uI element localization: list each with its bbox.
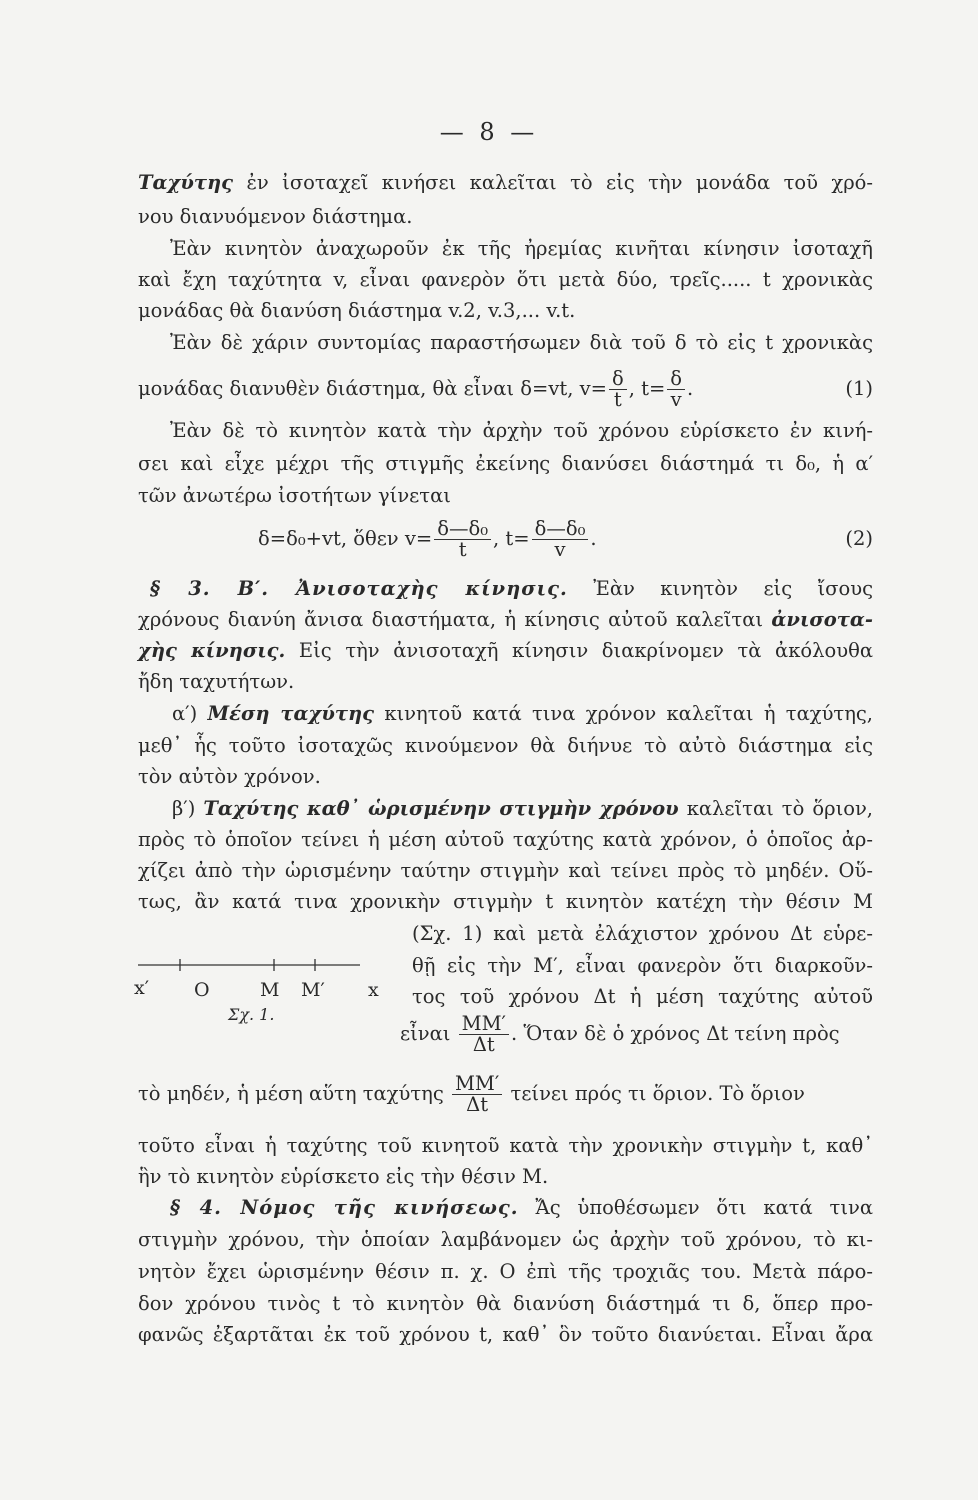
text-line: ἣν τὸ κινητὸν εὑρίσκετο εἰς τὴν θέσιν Μ. [138,1165,549,1188]
figure-1 [134,955,398,1035]
text-line: σει καὶ εἶχε μέχρι τῆς στιγμῆς ἐκείνης διανύσει διάστημά τι δ₀, ἡ α′ [138,452,873,475]
text-line: τως, ἂν κατά τινα χρονικὴν στιγμὴν t κινητὸν κατέχη τὴν θέσιν Μ [138,890,873,913]
text-line [170,1195,873,1221]
axis-line [138,955,388,975]
text-line [172,701,873,727]
text-line: φανῶς ἐξαρτᾶται ἐκ τοῦ χρόνου t, καθ᾽ ὃν τοῦτο διανύεται. Εἶναι ἄρα [138,1323,873,1346]
fraction [667,369,685,410]
label-o: O [194,979,210,1001]
text-span: καλεῖται τὸ ὅριον, [686,797,874,820]
text-span: , t= [493,527,530,550]
text-span: χρόνους διανύη ἄνισα διαστήματα, ἡ κίνησις αὐτοῦ καλεῖται [138,608,764,631]
text-span: . [687,377,694,400]
text-span: εἶναι [400,1022,451,1045]
text-line: (Σχ. 1) καὶ μετὰ ἐλάχιστον χρόνου Δt εὑρε- [412,922,873,945]
label-m-prime: M′ [301,979,325,1001]
denominator: Δt [466,1093,489,1116]
text-line [150,576,873,602]
numerator: δ—δ₀ [532,519,589,540]
text-span: β′) [172,797,196,820]
text-span: Εἰς τὴν ἀνισοταχῆ κίνησιν διακρίνομεν τὰ ἀκόλουθα [298,639,873,662]
text-span: . Ὅταν δὲ ὁ χρόνος Δt τείνη πρὸς [511,1022,840,1045]
text-line: στιγμὴν χρόνου, τὴν ὁποίαν λαμβάνομεν ὡς ἀρχὴν τοῦ χρόνου, τὸ κι- [138,1228,873,1251]
text-line [138,1068,873,1120]
numerator: δ—δ₀ [434,519,491,540]
denominator: t [613,388,622,411]
fraction [452,1074,502,1115]
text-line [400,1010,873,1058]
denominator: t [458,538,467,561]
denominator: v [554,538,566,561]
text-line: θῇ εἰς τὴν Μ′, εἶναι φανερὸν ὅτι διαρκοῦν- [412,954,873,977]
numerator: ΜΜ′ [452,1074,502,1095]
equation-1 [138,366,873,412]
text-line: Ἐὰν δὲ χάριν συντομίας παραστήσωμεν διὰ τοῦ δ τὸ εἰς t χρονικὰς [170,331,873,354]
text-span: . [590,527,597,550]
text-line [172,796,873,822]
text-line: μονάδας θὰ διανύση διάστημα v.2, v.3,... v.t. [138,299,576,322]
equation-2 [258,514,873,564]
text-line [138,170,873,196]
text-span: Ἐὰν κινητὸν εἰς ἴσους [593,577,874,600]
denominator: v [670,388,682,411]
text-line: καὶ ἔχη ταχύτητα v, εἶναι φανερὸν ὅτι μετὰ δύο, τρεῖς..... t χρονικὰς [138,268,873,291]
equation-number: (2) [845,527,873,550]
fraction [609,369,627,410]
numerator: δ [667,369,685,390]
section-heading: § 3. Β′. Ἀνισοταχὴς κίνησις. [150,577,568,600]
text-line: νου διανυόμενον διάστημα. [138,205,413,228]
text-span: τὸ μηδέν, ἡ μέση αὕτη ταχύτης [138,1082,444,1105]
label-x-prime: x′ [134,977,150,999]
term: Μέση ταχύτης [207,702,375,725]
equation-number: (1) [845,377,873,400]
figure-caption: Σχ. 1. [228,1005,275,1024]
term: Ταχύτης καθ᾽ ὡρισμένην στιγμὴν χρόνου [203,797,679,820]
numerator: δ [609,369,627,390]
text-line: πρὸς τὸ ὁποῖον τείνει ἡ μέση αὐτοῦ ταχύτης κατὰ χρόνον, ὁ ὁποῖος ἀρ- [138,828,873,851]
fraction [434,519,491,560]
text-span: ἐν ἰσοταχεῖ κινήσει καλεῖται τὸ εἰς τὴν μονάδα τοῦ χρό- [246,171,873,194]
denominator: Δt [472,1033,495,1056]
text-line: Ἐὰν κινητὸν ἀναχωροῦν ἐκ τῆς ἠρεμίας κινῆται κίνησιν ἰσοταχῆ [170,237,873,260]
label-x: x [368,979,379,1001]
fraction [459,1014,509,1055]
text-span: δ=δ₀+vt, ὅθεν v= [258,527,433,550]
term: ἀνισοτα- [771,608,873,631]
text-line: νητὸν ἔχει ὡρισμένην θέσιν π. χ. Ο ἐπὶ τῆς τροχιᾶς του. Μετὰ πάρο- [138,1260,873,1283]
text-span: , t= [628,377,666,400]
text-line: Ἐὰν δὲ τὸ κινητὸν κατὰ τὴν ἀρχὴν τοῦ χρόνου εὑρίσκετο ἐν κινή- [170,419,873,442]
text-line: τὸν αὐτὸν χρόνον. [138,765,321,788]
label-m: M [260,979,280,1001]
fraction [532,519,589,560]
text-line [138,607,873,633]
term-velocity: Ταχύτης [138,171,234,194]
text-span: α′) [172,702,198,725]
text-span: κινητοῦ κατά τινα χρόνον καλεῖται ἡ ταχύτης, [384,702,874,725]
numerator: ΜΜ′ [459,1014,509,1035]
text-line: τος τοῦ χρόνου Δt ἡ μέση ταχύτης αὐτοῦ [412,985,873,1008]
text-line [138,638,873,664]
text-span: μονάδας διανυθὲν διάστημα, θὰ εἶναι δ=vt, v= [138,377,607,400]
text-line: μεθ᾽ ἧς τοῦτο ἰσοταχῶς κινούμενον θὰ διήνυε τὸ αὐτὸ διάστημα εἰς [138,734,873,757]
text-line: χίζει ἀπὸ τὴν ὡρισμένην ταύτην στιγμὴν καὶ τείνει πρὸς τὸ μηδέν. Οὕ- [138,859,873,882]
text-line: τοῦτο εἶναι ἡ ταχύτης τοῦ κινητοῦ κατὰ τὴν χρονικὴν στιγμὴν t, καθ᾽ [138,1134,873,1157]
page-number: — 8 — [439,118,539,146]
text-line: ἤδη ταχυτήτων. [138,670,295,693]
text-line: δον χρόνου τινὸς t τὸ κινητὸν θὰ διανύση διάστημά τι δ, ὅπερ προ- [138,1292,873,1315]
text-line: τῶν ἀνωτέρω ἰσοτήτων γίνεται [138,484,451,507]
term: χὴς κίνησις. [138,639,286,662]
text-span: Ἄς ὑποθέσωμεν ὅτι κατά τινα [535,1196,873,1219]
text-span: τείνει πρός τι ὅριον. Τὸ ὅριον [510,1082,805,1105]
section-heading: § 4. Νόμος τῆς κινήσεως. [170,1196,519,1219]
